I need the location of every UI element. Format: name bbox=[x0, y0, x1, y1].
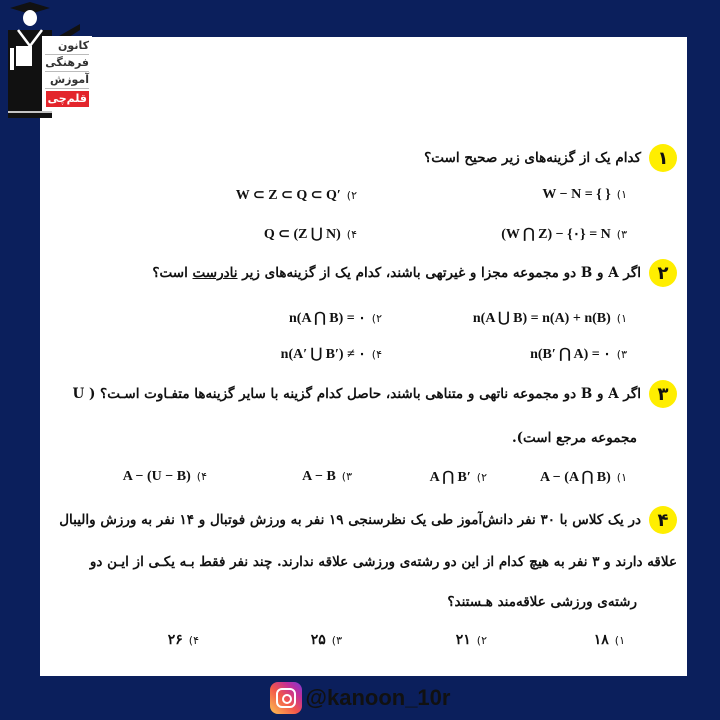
instagram-handle[interactable]: @kanoon_10r bbox=[305, 685, 451, 710]
question-text: اگر A و B دو مجموعه مجزا و غیرتهی باشند، کدام یک از گزینه‌های زیر نادرست است؟ bbox=[152, 265, 641, 281]
question-3 bbox=[72, 380, 677, 408]
option-4[interactable]: ۴)n(A′ ⋃ B′) ≠ ۰ bbox=[280, 347, 382, 362]
option-1[interactable]: ۱)W − N = { } bbox=[542, 187, 627, 202]
brand-label: قلم‌چی bbox=[47, 92, 87, 105]
option-2[interactable]: ۲)A ⋂ B′ bbox=[429, 470, 487, 485]
option-3[interactable]: ۳)A − B bbox=[302, 469, 352, 484]
option-3[interactable]: ۳)n(B′ ⋂ A) = ۰ bbox=[530, 347, 627, 362]
option-4[interactable]: ۴)A − (U − B) bbox=[122, 469, 207, 484]
question-4 bbox=[59, 506, 677, 534]
option-1[interactable]: ۱)۱۸ bbox=[593, 633, 625, 648]
option-4[interactable]: ۴)۲۶ bbox=[167, 633, 199, 648]
kanoon-logo bbox=[0, 0, 90, 125]
question-number-badge: ۱ bbox=[649, 144, 677, 172]
option-3[interactable]: ۳)۲۵ bbox=[310, 633, 342, 648]
question-text: در یک کلاس با ۳۰ نفر دانش‌آموز طی یک نظرسنجی ۱۹ نفر به ورزش فوتبال و ۱۴ نفر به ورزش والیبال bbox=[59, 512, 641, 528]
question-number-badge: ۳ bbox=[649, 380, 677, 408]
option-4[interactable]: ۴)Q ⊂ (Z ⋃ N) bbox=[263, 227, 357, 242]
question-1 bbox=[424, 144, 677, 172]
question-2 bbox=[152, 259, 677, 287]
footer bbox=[0, 676, 720, 720]
option-2[interactable]: ۲)۲۱ bbox=[455, 633, 487, 648]
logo-text: کانون فرهنگی آموزش قلم‌چی bbox=[42, 36, 92, 111]
option-2[interactable]: ۲)W ⊂ Z ⊂ Q ⊂ Q′ bbox=[235, 188, 357, 203]
question-number-badge: ۴ bbox=[649, 506, 677, 534]
option-1[interactable]: ۱)n(A ⋃ B) = n(A) + n(B) bbox=[472, 311, 627, 326]
question-text-continued: رشته‌ی ورزشی علاقه‌مند هـستند؟ bbox=[447, 594, 637, 610]
instagram-icon[interactable] bbox=[270, 682, 302, 714]
option-3[interactable]: ۳)(W ⋂ Z) − {۰} = N bbox=[501, 227, 627, 242]
question-text: اگر A و B دو مجموعه ناتهی و متناهی باشند، حاصل کدام گزینه با سایر گزینه‌ها متفـاوت اسـت؟ ( U bbox=[72, 386, 641, 402]
option-2[interactable]: ۲)n(A ⋂ B) = ۰ bbox=[289, 311, 382, 326]
question-text-continued: علاقه دارند و ۳ نفر به هیچ کدام از این دو رشته‌ی ورزشی علاقه ندارند. چند نفر فقط بـه یکـی از ایـن دو bbox=[89, 554, 677, 570]
question-number-badge: ۲ bbox=[649, 259, 677, 287]
option-1[interactable]: ۱)A − (A ⋂ B) bbox=[539, 470, 627, 485]
question-text: کدام یک از گزینه‌های زیر صحیح است؟ bbox=[424, 150, 641, 166]
question-text-continued: مجموعه مرجع است). bbox=[511, 430, 637, 446]
underlined-word: نادرست bbox=[192, 265, 238, 281]
question-sheet bbox=[40, 37, 687, 676]
